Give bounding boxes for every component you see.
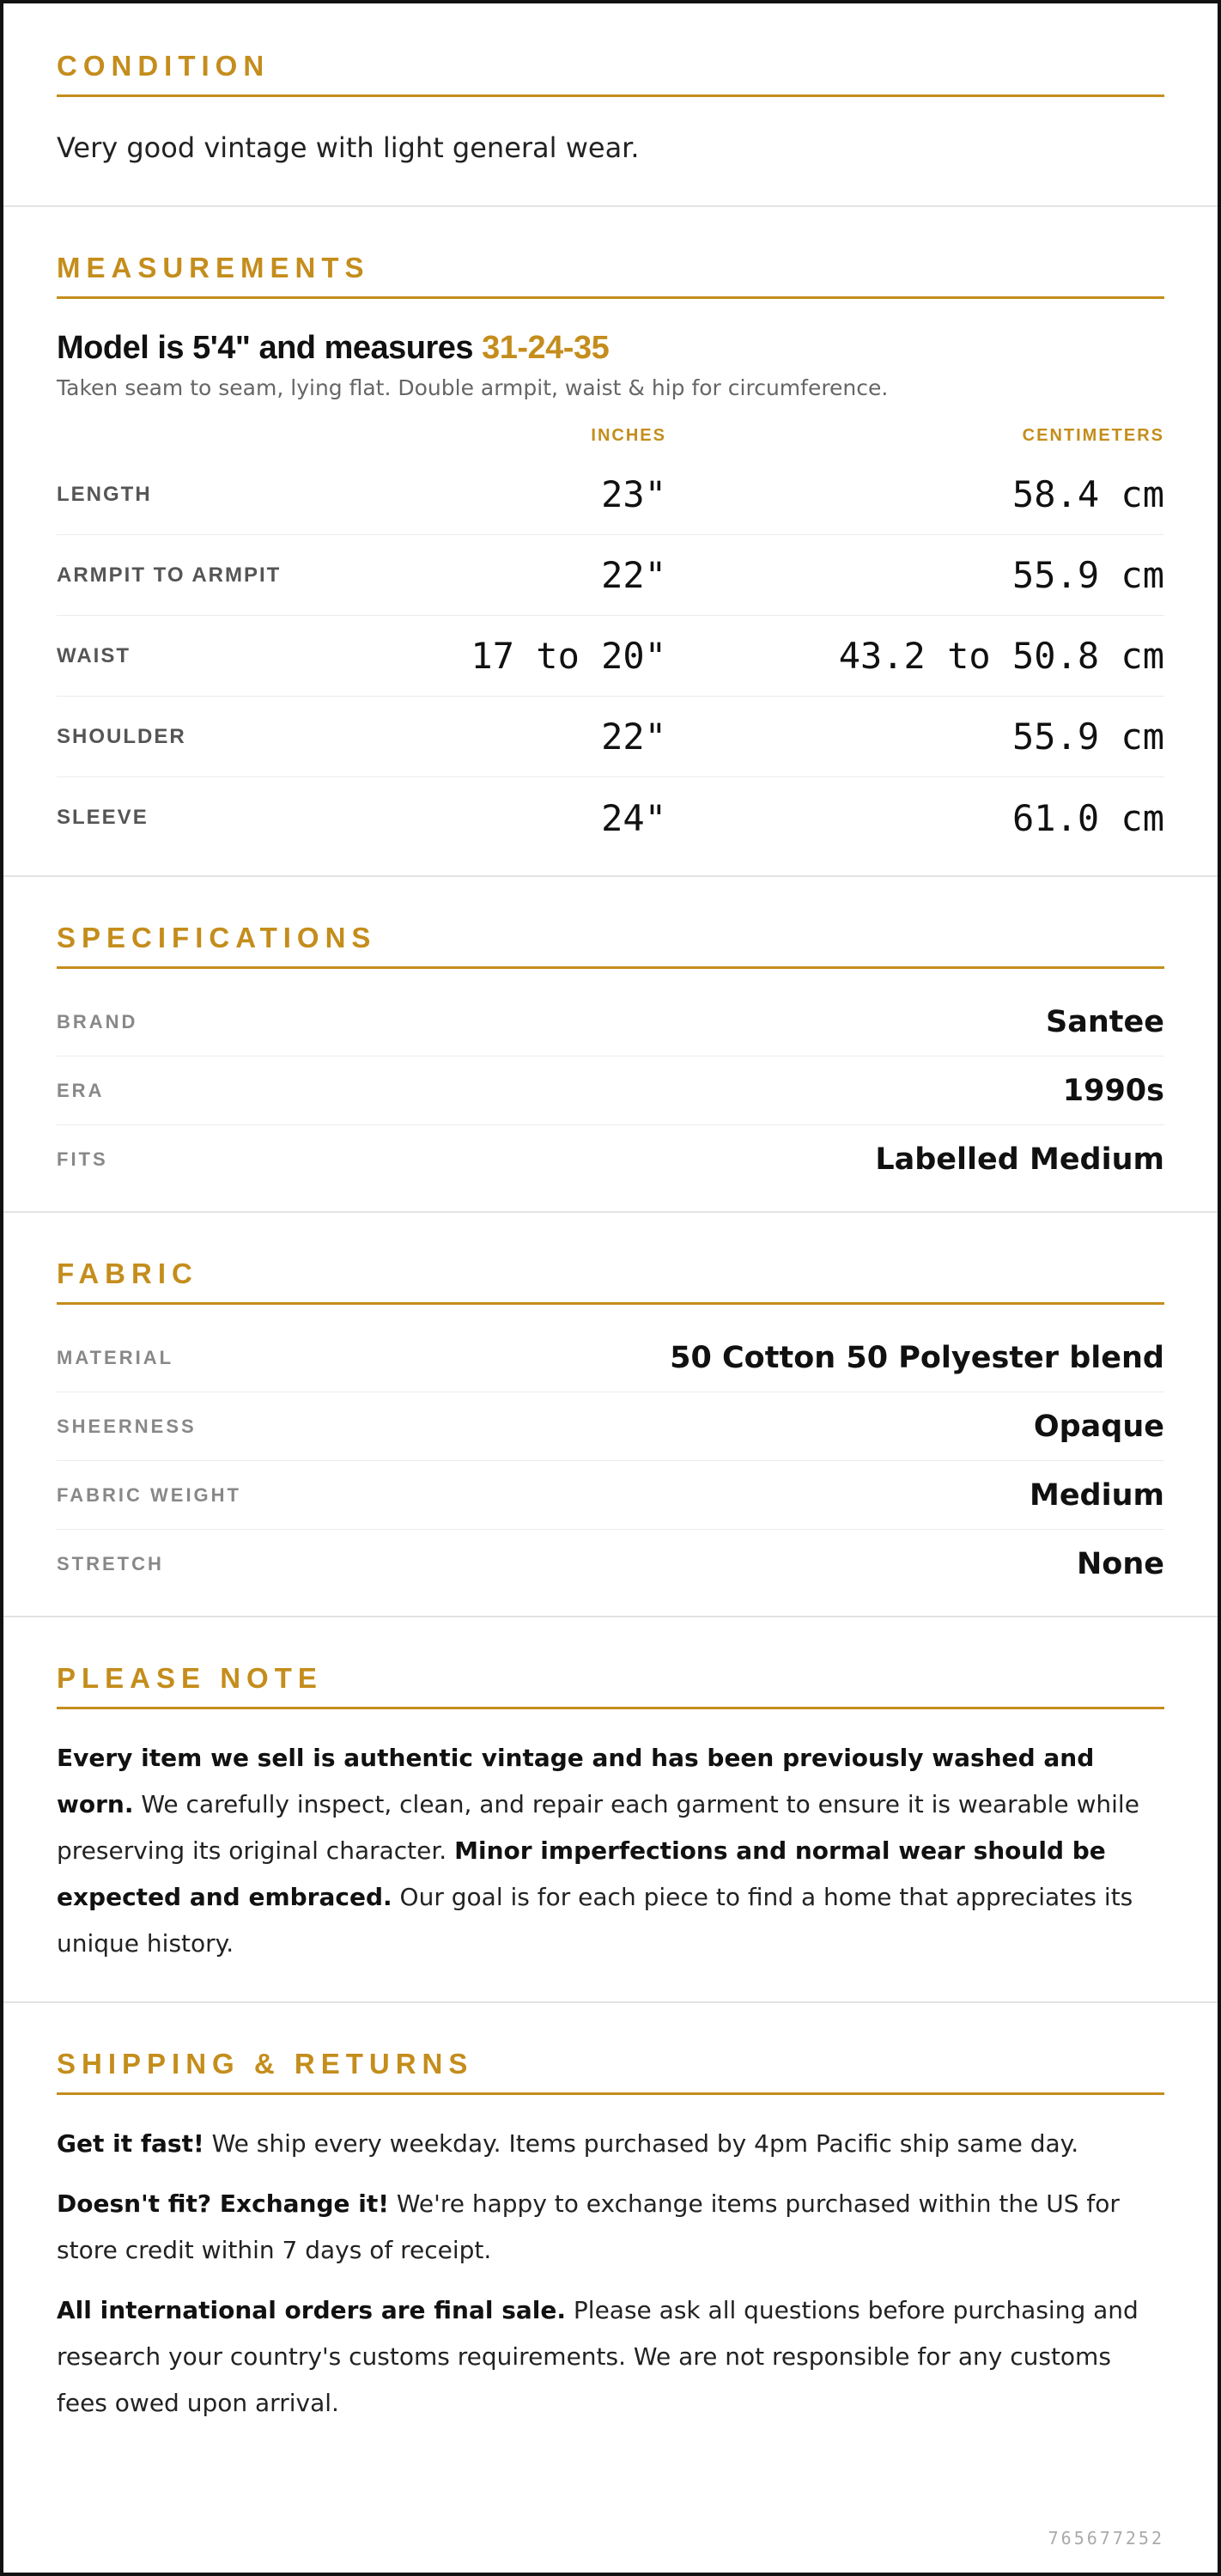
spec-label: BRAND [57, 1010, 138, 1032]
list-item [57, 988, 1164, 1057]
fabric-value: None [1077, 1547, 1164, 1581]
model-line [57, 330, 1164, 367]
fabric-value: 50 Cotton 50 Polyester blend [670, 1340, 1164, 1375]
specifications-list [57, 988, 1164, 1194]
shipping-text-1: We ship every weekday. Items purchased by 4pm Pacific ship same day. [204, 2129, 1079, 2158]
row-label: WAIST [57, 643, 131, 667]
shipping-bold-1: Get it fast! [57, 2129, 204, 2158]
row-cm: 58.4 cm [1011, 473, 1164, 515]
table-row [57, 616, 1164, 697]
spec-value: Labelled Medium [875, 1142, 1164, 1177]
table-row [57, 535, 1164, 616]
list-item [57, 1392, 1164, 1461]
row-cm: 55.9 cm [1011, 716, 1164, 758]
shipping-title: SHIPPING & RETURNS [57, 2048, 1164, 2095]
measurements-header [57, 426, 1164, 446]
row-label: SLEEVE [57, 806, 149, 829]
shipping-para-1 [57, 2121, 1164, 2167]
specifications-section [3, 877, 1218, 1213]
shipping-para-3 [57, 2287, 1164, 2427]
condition-text: Very good vintage with light general wear. [57, 131, 640, 164]
shipping-text-2: We're happy to exchange items purchased within the US for store credit within 7 days of receipt. [57, 2189, 1120, 2264]
list-item [57, 1530, 1164, 1599]
row-cm: 43.2 to 50.8 cm [838, 635, 1164, 677]
row-inches: 22" [601, 716, 666, 758]
note-text-2: Our goal is for each piece to find a home that appreciates its unique history. [57, 1883, 1133, 1958]
fabric-label: FABRIC WEIGHT [57, 1483, 241, 1506]
shipping-bold-3: All international orders are final sale. [57, 2296, 567, 2324]
col-centimeters: CENTIMETERS [1022, 426, 1164, 445]
shipping-text-3: Please ask all questions before purchasing and research your country's customs requirements. We are not responsible for any customs fees owed upon arrival. [57, 2296, 1139, 2417]
fabric-title: FABRIC [57, 1258, 1164, 1305]
measurements-table [57, 454, 1164, 858]
row-cm: 61.0 cm [1011, 796, 1164, 839]
please-note-title: PLEASE NOTE [57, 1662, 1164, 1709]
specifications-title: SPECIFICATIONS [57, 922, 1164, 969]
shipping-bold-2: Doesn't fit? Exchange it! [57, 2189, 389, 2218]
fabric-value: Opaque [1033, 1409, 1164, 1444]
table-row [57, 697, 1164, 777]
note-text-1: We carefully inspect, clean, and repair each garment to ensure it is wearable while preserving its original character. [57, 1790, 1139, 1865]
table-row [57, 454, 1164, 535]
measurements-title: MEASUREMENTS [57, 252, 1164, 299]
row-inches: 22" [601, 554, 666, 596]
list-item [57, 1057, 1164, 1125]
condition-section [3, 3, 1218, 207]
row-inches: 23" [601, 473, 666, 515]
row-label: LENGTH [57, 482, 152, 506]
fabric-label: MATERIAL [57, 1346, 174, 1368]
spec-value: Santee [1046, 1004, 1164, 1039]
spec-label: ERA [57, 1079, 105, 1101]
row-inches: 24" [601, 796, 666, 839]
list-item [57, 1324, 1164, 1392]
table-row [57, 777, 1164, 858]
measurements-section [3, 207, 1218, 877]
condition-title: CONDITION [57, 50, 1164, 97]
list-item [57, 1461, 1164, 1530]
measurements-note: Taken seam to seam, lying flat. Double armpit, waist & hip for circumference. [57, 375, 889, 400]
fabric-value: Medium [1029, 1477, 1164, 1513]
fabric-label: STRETCH [57, 1553, 164, 1574]
note-bold-2: Minor imperfections and normal wear should be expected and embraced. [57, 1836, 1106, 1911]
fabric-list [57, 1324, 1164, 1599]
item-id: 765677252 [1048, 2528, 1164, 2549]
row-label: SHOULDER [57, 724, 186, 748]
model-prefix: Model is 5'4" and measures [57, 330, 483, 366]
please-note-text [57, 1735, 1164, 1967]
spec-value: 1990s [1062, 1073, 1164, 1108]
fabric-section [3, 1213, 1218, 1617]
shipping-para-2 [57, 2181, 1164, 2274]
please-note-section [3, 1617, 1218, 2003]
model-measure: 31-24-35 [482, 330, 610, 366]
fabric-label: SHEERNESS [57, 1415, 197, 1437]
list-item [57, 1125, 1164, 1194]
row-label: ARMPIT TO ARMPIT [57, 563, 282, 587]
col-inches: INCHES [591, 426, 666, 445]
spec-label: FITS [57, 1148, 108, 1170]
shipping-section [3, 2003, 1218, 2461]
row-cm: 55.9 cm [1011, 554, 1164, 596]
note-bold-1: Every item we sell is authentic vintage and has been previously washed and worn. [57, 1744, 1095, 1818]
row-inches: 17 to 20" [471, 635, 666, 677]
